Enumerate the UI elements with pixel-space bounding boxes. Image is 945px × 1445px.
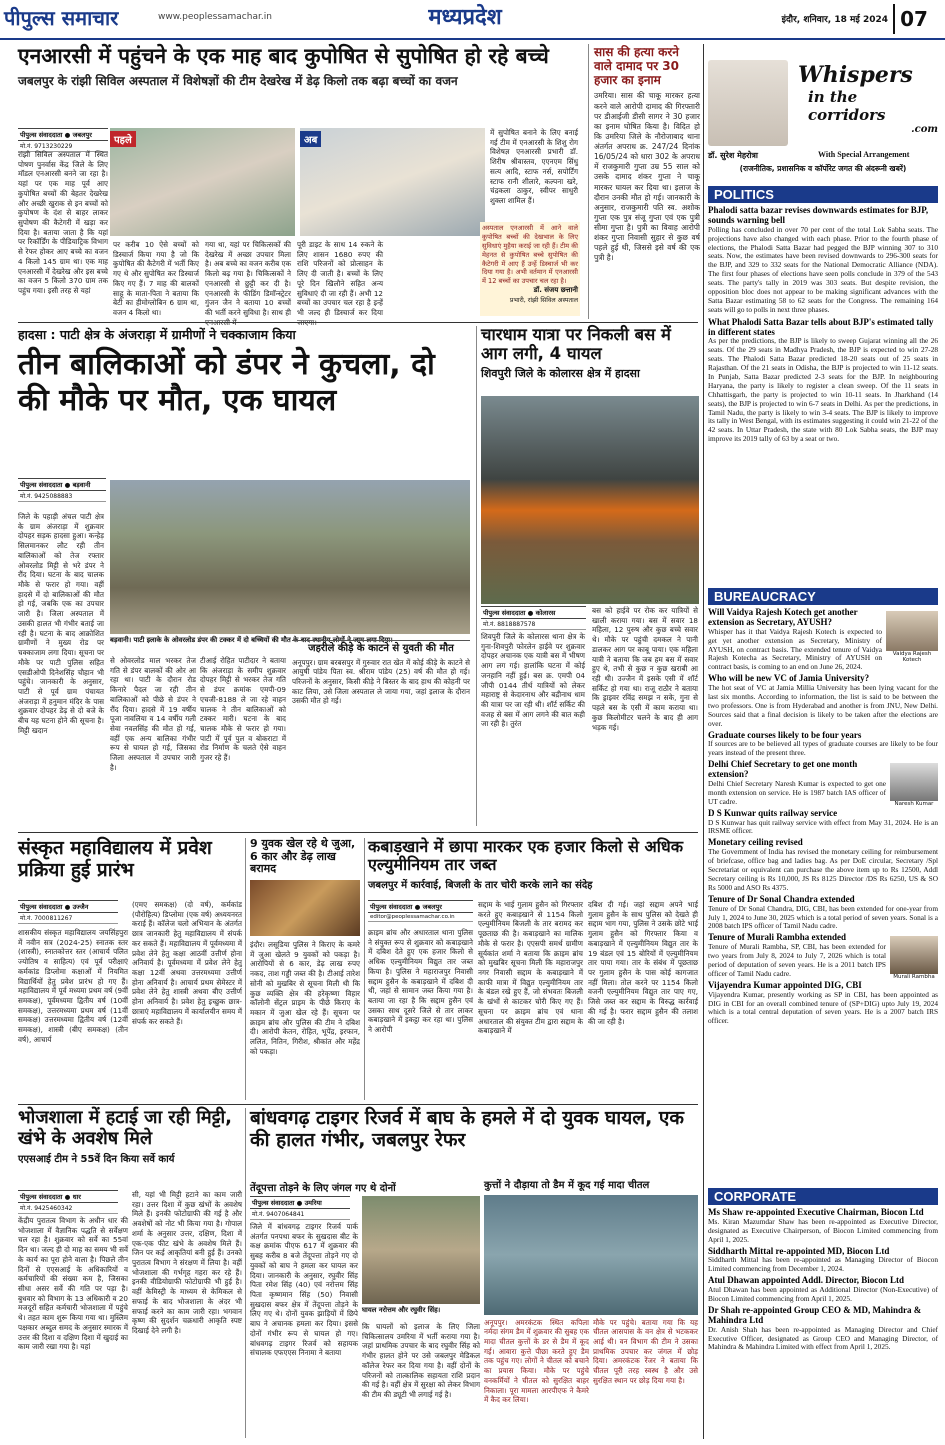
subhead: एएसआई टीम ने 55वें दिन किया सर्वे कार्य xyxy=(18,1154,175,1166)
story-sanskrit-header xyxy=(18,838,240,896)
mobile: मो.नं. 9407064841 xyxy=(250,1209,350,1220)
story-bhojshala-header xyxy=(18,1108,240,1186)
logo-line-2: in the corridors xyxy=(808,88,886,124)
byline: पीपुल्स संवाददाता ● उमरिया xyxy=(250,1196,350,1209)
website: www.peoplessamachar.in xyxy=(158,12,272,22)
logo-line-1: Whispers xyxy=(798,62,913,88)
arrangement: With Special Arrangement xyxy=(818,150,910,159)
headline: कबाड़खाने में छापा मारकर एक हजार किलो से अधिक एल्युमीनियम तार जब्त xyxy=(368,837,683,875)
columnist-photo xyxy=(708,60,788,146)
story-aluminium-header xyxy=(368,838,698,898)
body: इंदौर। लसूडिया पुलिस ने किराए के कमरे में जुआ खेलते 9 युवकों को पकड़ा है। आरोपियों से 6 कार, डेढ़ लाख रुपए नकद, ताश गड्डी जब्त की है। टीआई तारेश सोनी को मुखबिर से सूचना मिली थी कि कुछ व्यक्ति क्षेत्र की हरेकृष्णा विहार कॉलोनी सेंट्रल प्राइम के पीछे किराए के मकान में जुआ खेल रहे हैं। सूचना पर क्राइम ब्रांच और पुलिस की टीम ने दबिश दी। आरोपी केतन, रोहित, भूपेंद्र, इरफान, ललित, नितिन, गिरीश, श्रीकांत और महेंद्र को पकड़ा। xyxy=(250,939,360,1056)
byline: पीपुल्स संवाददाता ● बड़वानी xyxy=(18,478,106,491)
photo-kotech xyxy=(886,611,938,663)
item-heading: Delhi Chief Secretary to get one month extension? xyxy=(708,759,858,780)
injured-photo xyxy=(362,1196,480,1304)
quote-role: प्रभारी, रांझी सिविल अस्पताल xyxy=(509,297,578,305)
masthead xyxy=(0,0,945,38)
item-heading: Who will be new VC of Jamia University? xyxy=(708,673,870,684)
insect-bite-story xyxy=(292,640,470,826)
dateline: इंदौर, शनिवार, 18 मई 2024 xyxy=(781,15,888,25)
body-2: मौके पर पहुंचे। बताया गया कि यह चीतल आसपास के वन क्षेत्र से भटककर आई थी। वन विभाग की टीम ने उसका प्राथमिक उपचार कर जंगल में छोड़ दिया। अमरकंटक रेंजर ने बताया कि चीतल पूरी तरह स्वस्थ है और उसे सुरक्षित स्थान पर छोड़ दिया गया है। xyxy=(593,1317,698,1385)
politics-section xyxy=(708,186,938,626)
busfire-col-1: शिवपुरी जिले के कोलारस थाना क्षेत्र के गुना-शिवपुरी फोरलेन हाईवे पर शुक्रवार दोपहर अचानक एक यात्री बस में भीषण आग लग गई। हालांकि घटना में कोई जनहानि नहीं हुई। बस क्र. एमपी 04 जीपी 0144 तीर्थ यात्रियों को लेकर महाराष्ट्र से केदारनाथ और बद्रीनाथ धाम की यात्रा पर जा रही थी। शॉर्ट सर्किट की वजह से बस में आग लगने की बात कही जा रही है। तुरंत xyxy=(481,632,585,729)
item-text: Tenure of Dr Sonal Chandra, DIG, CBI, has been extended for one-year from July 1, 2024 to June 30, 2025 which is a total period of seven years. Sonal is a 2008 batch IPS officer of Tamil Nadu cadre. xyxy=(708,903,938,931)
subhead: शिवपुरी जिले के कोलारस क्षेत्र में हादसा xyxy=(481,366,640,380)
item-text: The hot seat of VC at Jamia Millia University has been lying vacant for the last six months. According to information, the list is said to be between the two professors. One is from Hyderabad and another is from JNU, New Delhi. Sources said that a final decision is likely to be taken after the elections are over. xyxy=(708,683,938,728)
headline: एनआरसी में पहुंचने के एक माह बाद कुपोषित से सुपोषित हो रहे बच्चे xyxy=(18,44,549,68)
item-text: Siddharth Mittal has been re-appointed as Managing Director of Biocon Limited commencing from December 1, 2024. xyxy=(708,1255,938,1274)
item-text: Polling has concluded in over 70 per cent of the total Lok Sabha seats. The projections have also changed with each phase. Prior to the fourth phase of elections, the Phalodi Satta Bazar had pegged the BJP winning 307 to 310 seats. Now, the estimates have been revised downwards to 296-300 seats for the BJP, and 329 to 332 seats for the National Democratic Alliance (NDA). The first four phases of elections have seen polls conclude in 379 of the 543 seats. The party's tally in 2019 was 303 seats. But despite revision, the opposition bloc does not appear to be making significant advances with the Satta Bazar estimating 58 to 62 seats for the Congress. The remaining 164 seats will go to polls in next three phases. xyxy=(708,224,938,314)
section-head: BUREAUCRACY xyxy=(708,588,938,605)
byline: पीपुल्स संवाददाता ● उज्जैन xyxy=(18,900,118,913)
dumper-col-3: टीआई रोहित पाटीदार ने बताया कि अंजराड़ा के समीप शुक्रवार दोपहर मिट्टी से भरकर तेज गति से डंपर क्रमांक एमपी-09 एचजी-8188 ले जा रहे वाहन चालक ने तीन बालिकाओं को टक्कर मारी। घटना के बाद चालक मौके से फरार हो गया। पाटी में पूर्व पुल व बोकराटा में रोड निर्माण के चलते ऐसे वाहन गुजर रहे हैं। xyxy=(200,656,286,763)
chital-photo xyxy=(484,1195,698,1315)
headline: सास की हत्या करने वाले दामाद पर 30 हजार का इनाम xyxy=(594,45,680,87)
byline-block xyxy=(250,1196,350,1218)
bhojshala-col-2: सी, यहां भी मिट्टी हटाने का काम जारी रहा। उत्तर दिशा में कुछ खंभों के अवशेष मिले हैं। इनकी फोटोग्राफी की गई है और अवशेषों को नोट भी किया गया है। गोपाल शर्मा के अनुसार उत्तर, दक्षिण, दिशा में एक-एक फीट खंभे के अवशेष मिले हैं। जिन पर कई आकृतियां बनी हुई हैं। उनको पुरातत्व विभाग ने संरक्षण में लिया है। वहीं भोजशाला की गर्भगृह गहरा कर रहे हैं। इनकी वीडियोग्राफी फोटोग्राफी भी हुई है। वहीं केमिस्ट्री के माध्यम से केमिकल से सफाई के बाद भोजशाला के अंदर भी सफाई करने का काम जारी रहा। भगवान कृष्ण की सुदर्शन चक्रधारी आकृति स्पष्ट दिखाई देने लगी है। xyxy=(132,1190,242,1336)
photo-naresh xyxy=(890,763,938,807)
dumper-col-2: से ओवरलोड माल भरकर तेज गति से डंपर बालकों की ओर आ रहा था। पाटी के दौरान रोड किनारे पैदल जा रही तीन बालिकाओं को पीछे से डंपर ने रौंद दिया। हादसे में 19 वर्षीय पूजा नावलिया व 14 वर्षीय गली सेवा नवलसिंह की मौत हो गई, वहीं एक अन्य बालिका गंभीर रूप से घायल हो गई, जिसका जिला अस्पताल में उपचार जारी है। xyxy=(110,656,196,772)
headline: जहरीले कीड़े के काटने से युवती की मौत xyxy=(292,640,470,655)
tiger-subhead: तेंदूपत्ता तोड़ने के लिए जंगल गए थे दोनों xyxy=(250,1183,396,1194)
mobile: मो.नं. 9425460342 xyxy=(18,1203,118,1214)
headline: भोजशाला में हटाई जा रही मिट्टी, खंभे के अवशेष मिले xyxy=(18,1107,232,1149)
item-text: Atul Dhawan has been appointed as Additional Director (Non-Executive) of Biocon Limited commencing from April 1, 2025. xyxy=(708,1285,938,1304)
chital-story xyxy=(484,1180,698,1438)
section-head: CORPORATE xyxy=(708,1188,938,1205)
quote-text: अस्पताल एनआरसी में आने वाले कुपोषित बच्चों की देखभाल के लिए सुविधाएं मुहैया कराई जा रही हैं। टीम की मेहनत से कुपोषित बच्चे सुपोषित की कैटेगरी में आए हैं उन्हें डिस्चार्ज भी कर दिया गया है। अभी वर्तमान में एनआरसी में 12 बच्चों का उपचार चल रहा है। xyxy=(482,224,578,286)
story-umaria xyxy=(594,46,700,316)
story-nrc-header xyxy=(18,44,598,104)
gambling-photo xyxy=(250,880,360,936)
sanskrit-col-1: शासकीय संस्कृत महाविद्यालय जयसिंहपुरा में नवीन सत्र (2024-25) स्नातक स्तर (शास्त्री), स्नातकोत्तर स्तर (आचार्य पलित ज्योतिष व साहित्य) एवं पूर्व परीक्षाएं कर्मकांड डिप्लोमा कक्षाओं में नियमित विद्यार्थियों हेतु प्रवेश प्रारंभ हो गए हैं। महाविद्यालय में पूर्व मध्यमा प्रथम वर्ष (9वीं समकक्ष), पूर्वमध्यमा द्वितीय वर्ष (10वीं समकक्ष), उत्तरमध्यमा प्रथम वर्ष (11वीं समकक्ष) उत्तरमध्यमा द्वितीय वर्ष (12वीं समकक्ष), शास्त्री (बीए समकक्ष) (तीन वर्ष), आचार्य xyxy=(18,928,128,1044)
logo-line-3: .com xyxy=(911,124,938,135)
item-text: Whisper has it that Vaidya Rajesh Kotech is expected to get yet another extension as Secretary, Ministry of AYUSH, on contract basis. The extended tenure of Vaidya Rajesh Kotecha as Secretary, Ministry of AYUSH on contract basis, is coming to an end on June 26, 2024. xyxy=(708,626,882,672)
paper-logo: पीपुल्स समाचार xyxy=(4,6,119,30)
label-before: पहले xyxy=(110,131,136,147)
photo-caption: Murali Rambha xyxy=(893,974,935,981)
nrc-col-5: में सुपोषित बनाने के लिए बनाई गई टीम में एनआरसी के शिशु रोग विशेषज्ञ एनआरसी प्रभारी डॉ. शिरीष श्रीवास्तव, एएनएम सिंधु सत्य आदि, स्टाफ नर्स, सपोर्टिंग स्टाफ रानी शीलारे, कल्पना खरे, चंद्रकला ठाकुर, स्वीपर साधुरी शुक्ला शामिल हैं। xyxy=(490,128,578,206)
photo-after xyxy=(300,128,485,236)
story-gambling xyxy=(250,838,360,1100)
byline-block xyxy=(18,1190,118,1212)
photo-caption: बड़वानी। पाटी इलाके के ओवरलोड डंपर की टक्कर में दो बच्चियों की मौत के बाद स्थानीय लोगों ने जाम लगा दिया। xyxy=(110,636,393,644)
byline: पीपुल्स संवाददाता ● कोलारस xyxy=(481,606,586,619)
bhojshala-col-1: केंद्रीय पुरातत्व विभाग के अधीन धार की भोजशाला में वैज्ञानिक पद्धति से सर्वेक्षण चल रहा है। शुक्रवार को सर्वे का 55वां दिन था। जल्द ही दो माह का समय भी सर्वे के कार्य का पूरा होने वाला है। पिछले तीन दिनों से एएसआई के अधिकारियों व कर्मचारियों की संख्या कम है, जिसका सीधा असर सर्वे की गति पर पड़ा है। बुधवार को विभाग के 13 अधिकारी व 20 मजदूरों सहित कर्मचारी भोजशाला में पहुंचे थे। तहत काम शुरू किया गया था। मुस्लिम पक्षकार अब्दुल समद के अनुसार स्मारक में उत्तर की दिशा व दक्षिण दिशा में खुदाई का काम जारी रखा गया है। यहां xyxy=(18,1216,128,1352)
story-busfire-header xyxy=(481,326,699,390)
nrc-col-1: रांझी सिविल अस्पताल में स्थित पोषण पुनर्वास केंद्र जिले के लिए मॉडल एनआरसी बनने जा रहा है। यहां पर एक माह पूर्व आए कुपोषित बच्चों की बेहतर देखरेख और अच्छी खुराक से इन बच्चों को कुपोषण के दंश से बाहर लाकर सुपोषण की कैटेगरी में खड़ा कर दिया है। बताया जाता है कि यहां पर रिकॉर्डिंग के पीडियाट्रिक विभाग से रेफर होकर आए बच्चे का वजन 4 किलो 145 ग्राम था। एक माह एनआरसी में देखरेख और इस बच्चे का वजन 5 किलो 370 ग्राम तक पहुंच गया। इसी तरह से यहां xyxy=(18,150,108,296)
section-head: POLITICS xyxy=(708,186,938,203)
nrc-col-2: पर करीब 10 ऐसे बच्चों को डिस्चार्ज किया गया है जो कि कुपोषित की कैटेगरी में भर्ती किए गए थे और सुपोषित कर डिस्चार्ज किए गए हैं। 7 माह की बालकों साहू के माता-पिता ने बताया कि बेटी का हीमोग्लोबिन 6 ग्राम था, वजन 4 किलो था। xyxy=(113,240,199,318)
item-text: If sources are to be believed all types of graduate courses are likely to be four years instead of the present three. xyxy=(708,739,938,758)
headline: बांधवगढ़ टाइगर रिजर्व में बाघ के हमले में दो युवक घायल, एक की हालत गंभीर, जबलपुर रेफर xyxy=(250,1107,685,1151)
mobile: मो.नं. 8818887578 xyxy=(481,619,586,630)
subhead: जबलपुर के रांझी सिविल अस्पताल में विशेषज्ञों की टीम देखरेख में डेढ़ किलो तक बढ़ा बच्चों का वजन xyxy=(18,74,458,89)
byline-block xyxy=(368,900,473,922)
corporate-section xyxy=(708,1188,938,1440)
aluminium-col-1: क्राइम ब्रांच और अधारताल थाना पुलिस ने संयुक्त रूप से शुक्रवार को कबाड़खाने में दबिश देते हुए एक हजार किलो से अधिक एल्युमीनियम विद्युत तार जब्त किया है। पुलिस ने महाराजपुर निवासी सद्दाम हुसैन के कबाड़खाने में दबिश दी थी, जहां से सामान जब्त किया गया है। बताया जा रहा है कि सद्दाम हुसैन एवं उसका साथ दूसरे जिले से तार लाकर कबाड़खाने में इकट्ठा कर रहा था। पुलिस ने आरोपी xyxy=(368,928,473,1035)
quote-by: डॉ. संजय छत्तानी xyxy=(533,286,578,295)
aluminium-col-3: दबिश दी गई। जहां सद्दाम अपने भाई गुलाम हुसैन के साथ पुलिस को देखते ही सद्दाम भाग गया, पुलिस ने उसके छोटे भाई गुलाम हुसैन को गिरफ्तार किया व कबाड़खाने में एल्युमीनियम विद्युत तार के 19 बंडल एवं 15 बोरियों में एल्युमीनियम तार पाया गया। तार के संबंध में पूछताछ पर गुलाम हुसैन के पास कोई कागजात नहीं मिला। तोल करने पर 1154 किलो वजनी एल्युमीनियम विद्युत तार पाए गए, जिसे जब्त कर सद्दाम के विरुद्ध कार्रवाई की गई है। फरार सद्दाम हुसैन की तलाश की जा रही है। xyxy=(588,900,698,1026)
columnist-name: डॉ. सुरेश मेहरोत्रा xyxy=(708,151,758,160)
photo-caption: घायल नरोत्तम और रघुवीर सिंह। xyxy=(362,1306,441,1314)
body: उमरिया। सास की चाकू मारकर हत्या करने वाले आरोपी दामाद की गिरफ्तारी पर डीआईजी डीसी सागर ने 30 हजार का इनाम घोषित किया है। विदित हो कि उमरिया जिले के नौरोजाबाद थाना अंतर्गत अपराध क्र. 247/24 दिनांक 16/05/24 को धारा 302 के अपराध में राजकुमारी गुप्ता उम्र 55 साल को उसके दामाद शंकर गुप्ता ने चाकू मारकर घायल कर दिया था। इलाज के दौरान उनकी मौत हो गई। जानकारी के अनुसार, राजकुमारी पति स्व. अशोक गुप्ता एक पुत्र संजू गुप्ता एवं एक पुत्री सीमा गुप्ता है। पुत्री का विवाह आरोपी शंकर गुप्ता निवासी सुहार से कुछ वर्ष पहले हुई थी, जिससे इसे वर्ष की एक पुत्री है। xyxy=(594,91,700,263)
tiger-col-1: जिले में बांधवगढ़ टाइगर रिजर्व पार्क अंतर्गत पनपथा बफर के सुखदास बीट के कक्ष क्रमांक पीएफ 617 में शुक्रवार की सुबह करीब 8 बजे तेंदूपत्ता तोड़ने गए दो युवकों को बाघ ने हमला कर घायल कर दिया। जानकारी के अनुसार, रघुवीर सिंह पिता रमेश सिंह (40) एवं नरोत्तम सिंह पिता कृष्णमान सिंह (50) निवासी सुखदास बफर क्षेत्र में तेंदूपत्ता तोड़ने के लिए गए थे। दोनों युवक झाड़ियों में छिपे बाघ ने अचानक हमला कर दिया। इससे दोनों गंभीर रूप से घायल हो गए। बांधवगढ़ टाइगर रिजर्व को सहायक संचालक एफएएस निनामा ने बताया xyxy=(250,1222,358,1358)
accident-photo xyxy=(110,480,470,634)
photo-before xyxy=(110,128,295,236)
story-tiger-header xyxy=(250,1108,698,1182)
item-text: Vijayendra Kumar, presently working as SP in CBI, has been appointed as DIG in CBI for an overall combined tenure of (SP+DIG) upto July 19, 2024 which is a total central deputation of seven years. He is a 2007 batch IRS officer. xyxy=(708,989,938,1026)
item-heading: Ms Shaw re-appointed Executive Chairman, Biocon Ltd xyxy=(708,1207,924,1217)
item-text: Tenure of Murali Rambha, SP, CBI, has been extended for two years from July 8, 2024 to July 7, 2026 which is total period of deputation of seven years. He is a 2011 batch IPS officer of Tamil Nadu cadre. xyxy=(708,942,886,978)
item-heading: Graduate courses likely to be four years xyxy=(708,729,862,740)
doctor-quote xyxy=(480,222,580,316)
headline: कुत्तों ने दौड़ाया तो डैम में कूद गई मादा चीतल xyxy=(484,1180,650,1191)
mobile: मो.नं. 9425088883 xyxy=(18,491,106,502)
aluminium-col-2: सद्दाम के भाई गुलाम हुसैन को गिरफ्तार करते हुए कबाड़खाने से 1154 किलो एल्युमीनियम बिजली के तार बरामद कर पूछताछ की है। कबाड़खाने का मालिक मौके से फरार है। एएसपी समर्थ ग्रामीण सूर्यकांत शर्मा ने बताया कि क्राइम ब्रांच को मुखबिर सूचना मिली कि महाराजपुर नगर निवासी सद्दाम के कबाड़खाने में काफी मात्रा में विद्युत एल्युमीनियम तार के बंडल रखे हुए हैं, जो संभवतः बिजली के खंभों से काटकर चोरी किए गए हैं। सूचना पर क्राइम ब्रांच एवं थाना अधारताल की संयुक्त टीम द्वारा सद्दाम के कबाड़खाने में xyxy=(478,900,583,1036)
item-heading: Tenure of Dr Sonal Chandra extended xyxy=(708,893,855,904)
byline: पीपुल्स संवाददाता ● जबलपुर xyxy=(18,128,108,141)
item-heading: Siddharth Mittal re-appointed MD, Biocon Ltd xyxy=(708,1245,890,1256)
bus-fire-photo xyxy=(481,396,699,604)
nrc-col-3: गया था, यहां पर चिकित्सकों की देखरेख में अच्छा उपचार मिला है। अब बच्चे का वजन करीब एक किलो बढ़ गया है। चिकित्सकों ने एनआरसी से छुट्टी कर दी है। एनआरसी के फीडिंग डिमॉन्स्ट्रेटर गुंजन जैन ने बताया 10 बच्चों की भर्ती करने सुविधा है। साथ ही xyxy=(205,240,291,318)
headline: तीन बालिकाओं को डंपर ने कुचला, दो की मौके पर मौत, एक घायल xyxy=(18,347,435,418)
page-number: 07 xyxy=(893,4,933,34)
item-heading: D S Kunwar quits railway service xyxy=(708,807,838,818)
whispers-tagline: (राजनीतिक, प्रशासनिक व कॉर्पोरेट जगत की अंदरूनी खबरें) xyxy=(739,164,907,173)
body: अनूपपुर। ग्राम बरबसपुर में गुरुवार रात खेत में कोई कीड़े के काटने से आयुषी पांडेय पिता स्व. श्रीराम पांडेय (25) वर्ष की मौत हो गई। परिजनों के अनुसार, किसी कीड़े ने बिस्तर के बाद हाथ की कोहनी पर काट लिया, उसे जिला अस्पताल ले जाया गया, जहां इलाज के दौरान उसकी मौत हो गई। xyxy=(292,657,470,706)
item-text: D S Kunwar has quit railway service with effect from May 31, 2024. He is an IRSME officer. xyxy=(708,817,938,836)
kicker: हादसा : पाटी क्षेत्र के अंजराड़ा में ग्रामीणों ने चक्काजाम किया xyxy=(18,327,296,342)
byline-block xyxy=(18,478,106,498)
sanskrit-col-2: (एमए समकक्ष) (दो वर्ष), कर्मकांड (पौरोहित्य) डिप्लोमा (एक वर्ष) अध्ययनरत कराई हैं। कॉलेज चलो अभियान के अंतर्गत छात्र जानकारी हेतु महाविद्यालय में संपर्क कर सकते हैं। महाविद्यालय में पूर्वमध्यमा में प्रवेश लेने हेतु कक्षा आठवीं उत्तीर्ण होना अनिवार्य है। पूर्वमध्यमा में प्रवेश लेने हेतु कक्षा 12वीं अथवा उत्तरमध्यमा उत्तीर्ण होना अनिवार्य है। आचार्य प्रथम सेमेस्टर में प्रवेश लेने हेतु शास्त्री अथवा बीए उत्तीर्ण होना अनिवार्य है। प्रवेश हेतु इच्छुक छात्र-छात्राएं महाविद्यालय में कार्यालयीन समय में संपर्क कर सकते हैं। xyxy=(132,900,242,1026)
headline: संस्कृत महाविद्यालय में प्रवेश प्रक्रिया हुई प्रारंभ xyxy=(18,837,212,881)
body-1: अनूपपुर। अमरकंटक स्थित कपिला नर्मदा संगम डैम में शुक्रवार की सुबह एक मादा चीतल कुत्तों के डर से डैम में कूद गई। आवारा कुत्ते पीछा करते हुए डैम तक पहुंच गए। लोगों ने चीतल को बचाने का प्रयास किया। मौके पर पहुंचे वनकर्मियों ने चीतल को सुरक्षित बाहर निकाला। पूरा मामला आरपीएफ ने कैमरे में कैद कर लिया। xyxy=(484,1317,589,1405)
byline-block xyxy=(18,128,108,148)
whispers-header xyxy=(708,60,938,178)
photo-murali xyxy=(890,936,938,980)
byline-block xyxy=(18,900,118,922)
item-text: Delhi Chief Secretary Naresh Kumar is expected to get one month extension on service. He is 1987 batch IAS officer of UT cadre. xyxy=(708,779,886,806)
section-title: मध्यप्रदेश xyxy=(428,5,502,30)
headline: 9 युवक खेल रहे थे जुआ, 6 कार और डेढ़ लाख बरामद xyxy=(250,837,356,876)
email: editor@peoplessamachar.co.in xyxy=(368,913,473,922)
item-heading: Dr Shah re-appointed Group CEO & MD, Mahindra & Mahindra Ltd xyxy=(708,1304,922,1325)
nrc-col-4: पूरी डाइट के साथ 14 रुकने के लिए शासन 1680 रुपए की राशि परिजनों को प्रोत्साहन के लिए दी जाती है। बच्चों के लिए पूरे दिन खिलौने सहित अन्य सुविधाएं दी जा रही हैं। अभी 12 बच्चों का उपचार चल रहा है इन्हें भी जल्द ही डिस्चार्ज कर दिया xyxy=(297,240,383,318)
item-heading: Phalodi satta bazar revises downwards estimates for BJP, sounds warning bell xyxy=(708,205,929,225)
photo-caption: Naresh Kumar xyxy=(894,801,934,808)
byline: पीपुल्स संवाददाता ● धार xyxy=(18,1190,118,1203)
dumper-col-1: जिले के पहाड़ी अंचल पाटी क्षेत्र के ग्राम अंजराड़ा में शुक्रवार दोपहर सड़क हादसा हुआ। कन्हेड़ सिलमानकर लौट रही तीन बालिकाओं को तेज रफ्तार ओवरलोड मिट्टी से भरे डंपर ने रौंद दिया। घटना के बाद चालक मौके से फरार हो गया। वहीं हादसे में दो बालिकाओं की मौत हो गई, जबकि एक का उपचार जारी है। जिला अस्पताल में उसकी हालत भी गंभीर बताई जा रही है। घटना के बाद आक्रोशित ग्रामीणों ने मुख्य रोड पर चक्काजाम लगा दिया। सूचना पर मौके पर पाटी पुलिस सहित एसडीओपी दिनेशसिंह चौहान भी पहुंचे। जानकारी के अनुसार, पाटी से पूर्व ग्राम पंचायत अंजराड़ा में हनुमान मंदिर के पास शुक्रवार दोपहर डेढ़ से दो बजे के बीच यह घटना होने की सूचना है। मिट्टी खदान xyxy=(18,512,104,735)
mobile: मो.नं. 9713230229 xyxy=(18,141,108,152)
item-heading: Vijayendra Kumar appointed DIG, CBI xyxy=(708,979,862,990)
story-dumper-header xyxy=(18,326,473,434)
item-text: The Government of India has revised the monetary ceiling for reimbursement of briefcase, office bag and ladies bag. As per DoE circular, Secretary /Spl Secretariat or equivalent can purchase the above item up to Rs 12500, Addl Secretary ceiling is Rs 10,000, JS Rs 8125 Director /DS Rs 6250, US & SO Rs 5000 and ASO Rs 4375. xyxy=(708,847,938,892)
item-heading: Atul Dhawan appointed Addl. Director, Biocon Ltd xyxy=(708,1275,905,1286)
item-text: Dr. Anish Shah has been re-appointed as Managing Director and Chief Executive Officer, designated as Group CEO and Managing Director, of Mahindra & Mahindra Limited with effect from April 1, 2025. xyxy=(708,1324,938,1352)
bureaucracy-section xyxy=(708,588,938,1188)
item-heading: What Phalodi Satta Bazar tells about BJP's estimated tally in different states xyxy=(708,316,934,337)
tiger-col-2: कि घायलों को इलाज के लिए जिला चिकित्सालय उमरिया में भर्ती कराया गया है। जहां प्राथमिक उपचार के बाद रघुवीर सिंह को गंभीर हालत होने पर उसे जबलपुर मेडिकल कॉलेज रेफर कर दिया गया है। वहीं दोनों के परिजनों को तात्कालिक सहायता राशि प्रदान की गई है। वहीं क्षेत्र में सुरक्षा को लेकर विभाग की टीम की ड्यूटी भी लगाई गई है। xyxy=(362,1322,480,1400)
byline: पीपुल्स संवाददाता ● जबलपुर xyxy=(368,900,473,913)
busfire-col-2: बस को हाईवे पर रोक कर यात्रियों से खाली कराया गया। बस में सवार 18 महिला, 12 पुरुष और कुछ बच्चे सवार थे। मौके पर पहुंची दमकल ने पानी डालकर आग पर काबू पाया। एक महिला यात्री ने बताया कि जब हम बस में सवार हुए थे, तभी से कुछ न कुछ खराबी आ रही थी। उज्जैन में इसके एसी में शॉर्ट सर्किट हो गया था। राजू राठौर ने बताया कि ड्राइवर रविंद्र समझ न सके, गुना से पहले बस के एसी में काम कराया था। कुछ किलोमीटर चलने के बाद ही आग भड़क गई। xyxy=(592,606,698,732)
item-heading: Monetary ceiling revised xyxy=(708,837,803,848)
item-text: Ms. Kiran Mazumdar Shaw has been re-appointed as Executive Director, designated as Executive Chairperson, of Biocon Limited commencing from April 1, 2025. xyxy=(708,1216,938,1244)
headline: चारधाम यात्रा पर निकली बस में आग लगी, 4 घायल xyxy=(481,325,671,363)
mobile: मो.नं. 7000811267 xyxy=(18,913,118,924)
label-after: अब xyxy=(300,131,321,147)
item-heading: Will Vaidya Rajesh Kotech get another extension as Secretary, AYUSH? xyxy=(708,607,858,627)
photo-caption: Vaidya Rajesh Kotech xyxy=(892,651,932,663)
subhead: जबलपुर में कार्रवाई, बिजली के तार चोरी करके लाने का संदेह xyxy=(368,879,593,891)
item-heading: Tenure of Murali Rambha extended xyxy=(708,932,847,943)
item-text: As per the predictions, the BJP is likely to sweep Gujarat winning all the 26 seats. Of the 29 seats in Madhya Pradesh, the BJP is expected to win 27-28 seats. The Phalodi Satta Bazar predicted 18-20 seats out of 25 seats in Rajasthan. Of the 21 seats in Odisha, the BJP is projected to win 11-12 seats. In Punjab, Satta Bazar predicted 2-3 seats for the BJP. In neighbouring Haryana, the party is likely to register a clean sweep. Of the 11 seats in Chhattisgarh, the party is projected to win 10-11 seats. In Jharkhand (14 seats), the BJP is projected to win 6-7 seats in Delhi. As per the predictions, in Tamil Nadu, the party is likely to win 3-4 seats. The BJP is likely to improve its tally in West Bengal, with its estimates suggesting it could win 21-22 of the 42 seats. In Uttar Pradesh, the state with 80 Lok Sabha seats, the BJP may improve its 2019 tally of 63 by a seat or two. xyxy=(708,336,938,444)
whispers-logo xyxy=(798,62,938,146)
